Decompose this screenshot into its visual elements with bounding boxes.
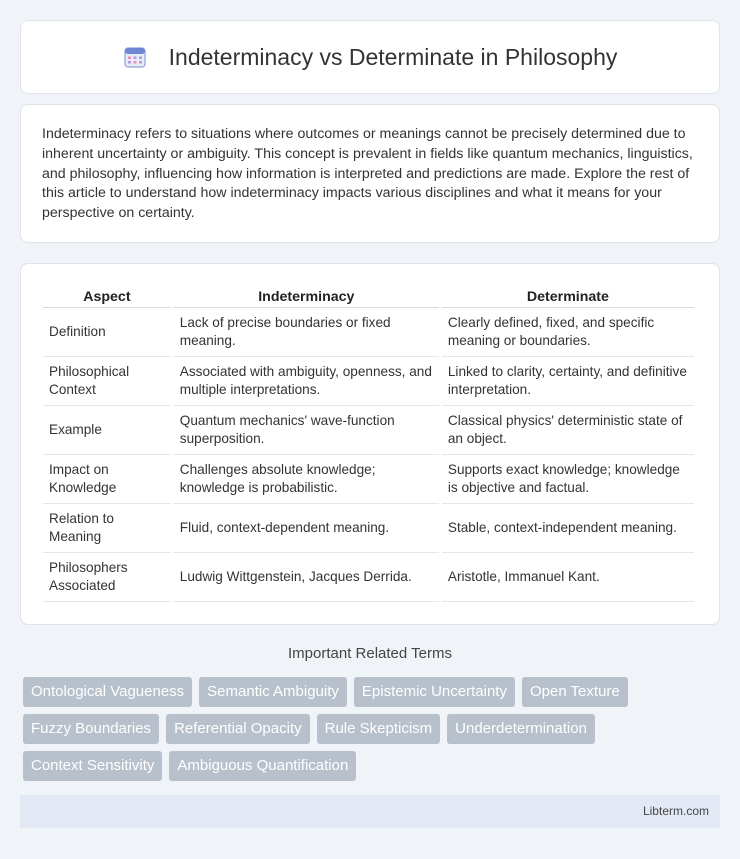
intro-paragraph: Indeterminacy refers to situations where outcomes or meanings cannot be precisely determined due to inherent uncertainty or ambiguity. This concept is prevalent in fields like quantum mechanics, linguistics, and philosophy, influencing how information is interpreted and predictions are made. Explore the rest of this article to understand how indeterminacy impacts various disciplines and what it means for your perspective on certainty. [42,126,693,222]
related-term-tag[interactable]: Ontological Vagueness [23,677,192,707]
table-cell: Philosophers Associated [43,553,171,602]
related-term-tag[interactable]: Fuzzy Boundaries [23,714,159,744]
table-cell: Ludwig Wittgenstein, Jacques Derrida. [174,553,439,602]
intro-card [20,104,720,243]
table-cell: Lack of precise boundaries or fixed meaning. [174,308,439,357]
footer-brand-link[interactable]: Libterm.com [642,804,709,818]
table-cell: Clearly defined, fixed, and specific meaning or boundaries. [442,308,694,357]
column-header: Determinate [442,284,694,308]
table-cell: Example [43,406,171,455]
table-row [43,406,694,455]
table-row [43,455,694,504]
table-cell: Impact on Knowledge [43,455,171,504]
table-row [43,357,694,406]
table-cell: Challenges absolute knowledge; knowledge is probabilistic. [174,455,439,504]
related-terms-heading: Important Related Terms [288,645,452,662]
header-card [20,20,720,94]
table-cell: Stable, context-independent meaning. [442,504,694,553]
table-cell: Associated with ambiguity, openness, and multiple interpretations. [174,357,439,406]
table-cell: Aristotle, Immanuel Kant. [442,553,694,602]
comparison-table-card [20,263,720,625]
table-row [43,504,694,553]
table-cell: Classical physics' deterministic state of an object. [442,406,694,455]
related-term-tag[interactable]: Ambiguous Quantification [169,751,356,781]
related-term-tag[interactable]: Semantic Ambiguity [199,677,347,707]
related-term-tag[interactable]: Underdetermination [447,714,595,744]
related-term-tag[interactable]: Context Sensitivity [23,751,162,781]
table-row [43,553,694,602]
related-term-tag[interactable]: Referential Opacity [166,714,310,744]
calendar-icon [123,45,147,69]
table-cell: Philosophical Context [43,357,171,406]
related-term-tag[interactable]: Epistemic Uncertainty [354,677,515,707]
table-row [43,308,694,357]
related-terms-list [23,677,703,781]
table-header-row [43,284,694,308]
column-header: Aspect [43,284,171,308]
table-cell: Definition [43,308,171,357]
table-cell: Fluid, context-dependent meaning. [174,504,439,553]
related-term-tag[interactable]: Open Texture [522,677,628,707]
related-term-tag[interactable]: Rule Skepticism [317,714,441,744]
table-cell: Supports exact knowledge; knowledge is objective and factual. [442,455,694,504]
page-title: Indeterminacy vs Determinate in Philosophy [168,43,618,70]
table-cell: Relation to Meaning [43,504,171,553]
table-cell: Linked to clarity, certainty, and definitive interpretation. [442,357,694,406]
column-header: Indeterminacy [174,284,439,308]
comparison-table [40,284,697,602]
footer [20,795,720,828]
table-cell: Quantum mechanics' wave-function superposition. [174,406,439,455]
